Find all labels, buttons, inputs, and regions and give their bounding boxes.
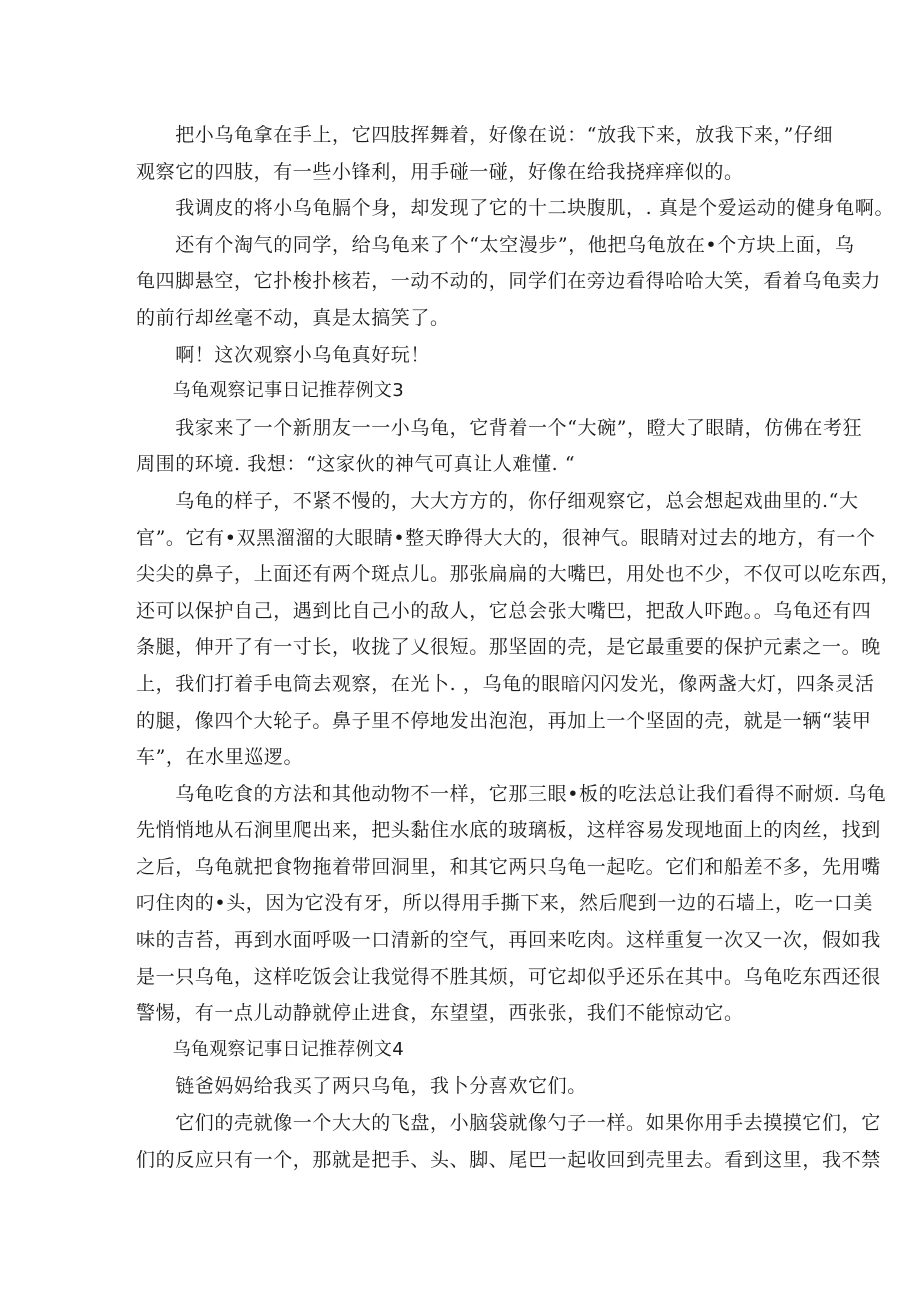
paragraph-line: 我调皮的将小乌龟膈个身，却发现了它的十二块腹肌，. 真是个爱运动的健身龟啊。 xyxy=(136,197,895,220)
paragraph-line: 它们的壳就像一个大大的飞盘，小脑袋就像勺子一样。如果你用手去摸摸它们，它 xyxy=(136,1112,881,1135)
paragraph-line: 观察它的四肢，有一些小锋利，用手碰一碰，好像在给我挠痒痒似的。 xyxy=(136,160,744,183)
paragraph-line: 我家来了一个新朋友一一小乌龟，它背着一个“大碗”，瞪大了眼睛，仿佛在考狂 xyxy=(136,416,863,439)
paragraph-line: 是一只乌龟，这样吃饭会让我觉得不胜其烦，可它却似乎还乐在其中。乌龟吃东西还很 xyxy=(136,965,881,988)
paragraph-line: 上，我们打着手电筒去观察，在光卜. ，乌龟的眼暗闪闪发光，像两盏大灯，四条灵活 xyxy=(136,672,875,695)
paragraph-line: 车”，在水里巡逻。 xyxy=(136,746,304,769)
paragraph-line: 乌龟的样子，不紧不慢的，大大方方的，你仔细观察它，总会想起戏曲里的.“大 xyxy=(136,489,859,512)
paragraph-line: 的前行却丝毫不动，真是太搞笑了。 xyxy=(136,306,450,329)
paragraph-line: 还有个淘气的同学，给乌龟来了个“太空漫步”，他把乌龟放在•个方块上面，乌 xyxy=(136,233,855,256)
paragraph-line: 条腿，伸开了有一寸长，收拢了乂很短。那坚固的壳，是它最重要的保护元素之一。晚 xyxy=(136,636,881,659)
paragraph-line: 链爸妈妈给我买了两只乌龟，我卜分喜欢它们。 xyxy=(136,1075,587,1098)
paragraph-line: 把小乌龟拿在手上，它四肢挥舞着，好像在说：“放我下来，放我下来，”仔细 xyxy=(136,124,834,146)
paragraph-line: 叼住肉的•头，因为它没有牙，所以得用手撕下来，然后爬到一边的石墙上，吃一口美 xyxy=(136,892,874,915)
paragraph-line: 警惕，有一点儿动静就停止进食，东望望，西张张，我们不能惊动它。 xyxy=(136,1002,744,1025)
section-heading: 乌龟观察记事日记推荐例文3 xyxy=(136,380,404,402)
paragraph-line: 之后，乌龟就把食物拖着带回洞里，和其它两只乌龟一起吃。它们和船差不多，先用嘴 xyxy=(136,855,881,878)
paragraph-line: 官”。它有•双黑溜溜的大眼睛•整天睁得大大的，很神气。眼睛对过去的地方，有一个 xyxy=(136,526,876,549)
article-body xyxy=(136,117,901,1178)
paragraph-line: 还可以保护自己，遇到比自己小的敌人，它总会张大嘴巴，把敌人吓跑。。乌龟还有四 xyxy=(136,599,872,622)
paragraph-line: 尖尖的鼻子，上面还有两个斑点儿。那张扁扁的大嘴巴，用处也不少，不仅可以吃东西， xyxy=(136,563,901,586)
paragraph-line: 先悄悄地从石涧里爬出来，把头黏住水底的玻璃板，这样容易发现地面上的肉丝，找到 xyxy=(136,819,881,842)
paragraph-line: 龟四脚悬空，它扑梭扑核若，一动不动的，同学们在旁边看得哈哈大笑，看着乌龟卖力 xyxy=(136,270,881,293)
paragraph-line: 乌龟吃食的方法和其他动物不一样，它那三眼•板的吃法总让我们看得不耐烦. 乌龟 xyxy=(136,782,887,805)
paragraph-line: 味的吉苔，再到水面呼吸一口清新的空气，再回来吃肉。这样重复一次又一次，假如我 xyxy=(136,929,881,952)
paragraph-line: 啊！这次观察小乌龟真好玩！ xyxy=(136,343,431,366)
paragraph-line: 们的反应只有一个，那就是把手、头、脚、尾巴一起收回到壳里去。看到这里，我不禁 xyxy=(136,1148,881,1171)
section-heading: 乌龟观察记事日记推荐例文4 xyxy=(136,1038,404,1060)
paragraph-line: 的腿，像四个大轮子。鼻子里不停地发出泡泡，再加上一个坚固的壳，就是一辆“装甲 xyxy=(136,709,872,732)
paragraph-line: 周围的环境. 我想：“这家伙的神气可真让人难懂. “ xyxy=(136,453,576,476)
